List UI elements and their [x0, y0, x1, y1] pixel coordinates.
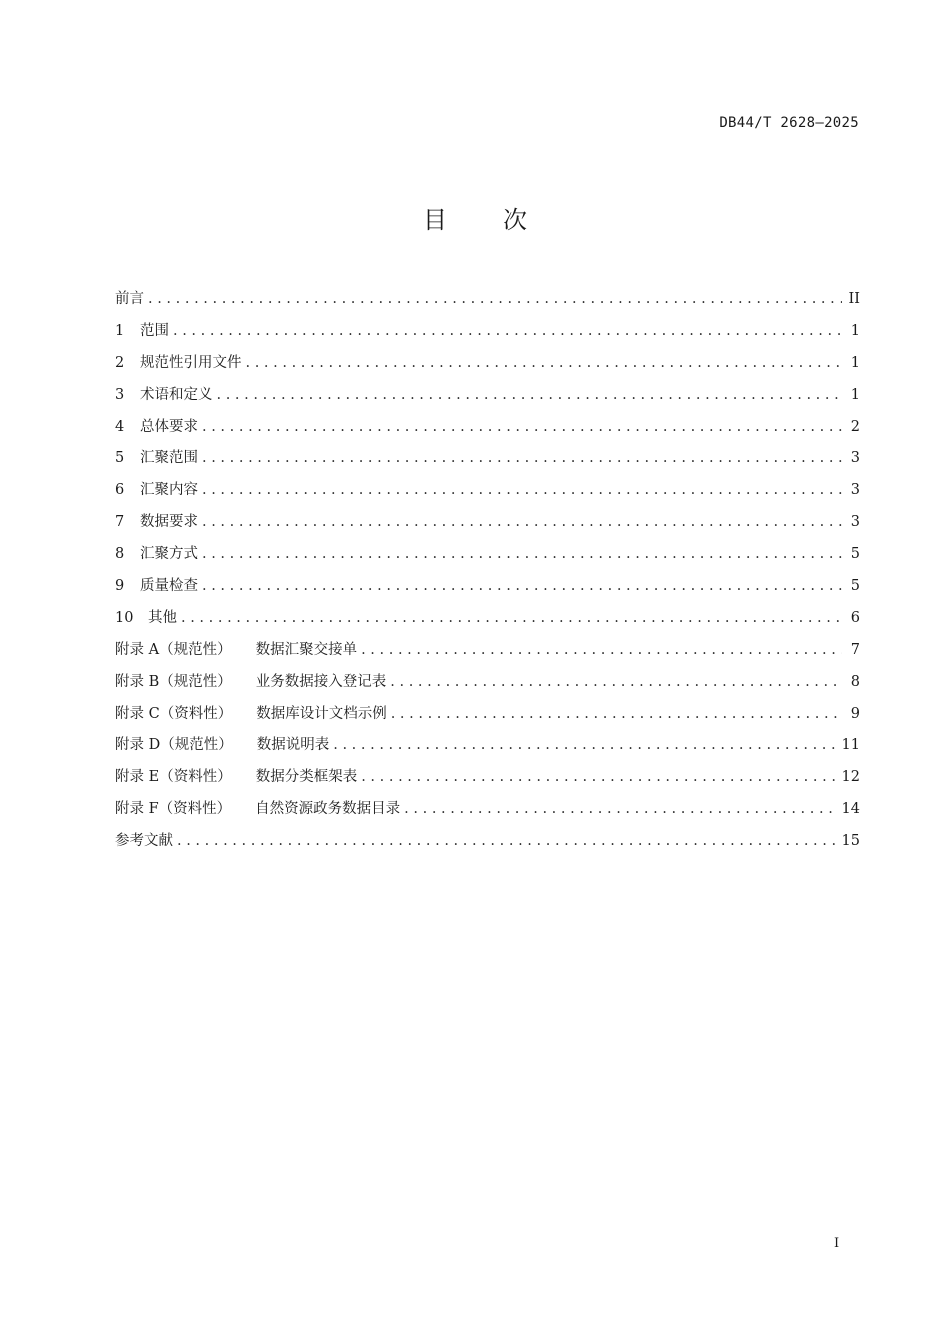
toc-appendix-prefix: 附录 A（规范性） [115, 641, 232, 658]
toc-label: 业务数据接入登记表 [255, 673, 387, 690]
toc-page-number: 14 [841, 801, 860, 818]
toc-appendix-prefix: 附录 B（规范性） [115, 673, 232, 690]
toc-entry-appendix-e[interactable] [115, 762, 860, 794]
toc-leader-dots [217, 380, 843, 412]
toc-appendix-prefix: 附录 F（资料性） [115, 801, 232, 818]
toc-leader-dots [390, 667, 842, 699]
toc-leader-dots [404, 794, 835, 826]
toc-appendix-prefix: 附录 C（资料性） [115, 705, 233, 722]
toc-label: 数据库设计文档示例 [256, 705, 387, 722]
toc-label: 自然资源政务数据目录 [255, 801, 401, 818]
toc-page-number: 1 [850, 322, 860, 339]
toc-entry-appendix-f[interactable] [115, 794, 860, 826]
toc-label: 汇聚内容 [140, 482, 198, 499]
table-of-contents [115, 284, 860, 858]
toc-page-number: 3 [850, 482, 860, 499]
toc-entry-2[interactable] [115, 348, 860, 380]
toc-entry-10[interactable] [115, 603, 860, 635]
toc-page-number: 8 [850, 673, 860, 690]
toc-page-number: 9 [850, 705, 860, 722]
toc-entry-8[interactable] [115, 539, 860, 571]
toc-leader-dots [333, 730, 835, 762]
toc-section-number: 2 [115, 354, 125, 371]
toc-page-number: 7 [850, 641, 860, 658]
toc-label: 数据分类框架表 [255, 769, 358, 786]
toc-leader-dots [148, 284, 842, 316]
toc-section-number: 6 [115, 482, 125, 499]
toc-leader-dots [202, 539, 842, 571]
toc-page-number: 2 [850, 418, 860, 435]
toc-page-number: 6 [850, 609, 860, 626]
toc-leader-dots [181, 603, 842, 635]
toc-label: 数据说明表 [256, 737, 330, 754]
toc-label: 范围 [140, 322, 169, 339]
toc-entry-references[interactable] [115, 826, 860, 858]
toc-page-number: 11 [841, 737, 860, 754]
toc-label: 汇聚方式 [140, 546, 198, 563]
toc-page-number: 3 [850, 450, 860, 467]
toc-leader-dots [177, 826, 836, 858]
toc-leader-dots [202, 507, 842, 539]
toc-entry-appendix-b[interactable] [115, 667, 860, 699]
toc-leader-dots [246, 348, 843, 380]
toc-leader-dots [202, 571, 842, 603]
toc-section-number: 4 [115, 418, 125, 435]
toc-leader-dots [391, 699, 842, 731]
toc-entry-foreword[interactable] [115, 284, 860, 316]
toc-leader-dots [202, 412, 842, 444]
toc-entry-appendix-d[interactable] [115, 730, 860, 762]
toc-page-number: 1 [850, 354, 860, 371]
toc-entry-appendix-a[interactable] [115, 635, 860, 667]
document-code: DB44/T 2628—2025 [719, 115, 859, 131]
toc-appendix-prefix: 附录 D（规范性） [115, 737, 233, 754]
toc-label: 参考文献 [115, 833, 173, 850]
toc-entry-9[interactable] [115, 571, 860, 603]
toc-leader-dots [202, 443, 842, 475]
toc-page-number: 1 [850, 386, 860, 403]
toc-section-number: 5 [115, 450, 125, 467]
toc-section-number: 7 [115, 514, 125, 531]
toc-section-number: 10 [115, 609, 134, 626]
toc-page-number: 12 [841, 769, 860, 786]
toc-entry-4[interactable] [115, 412, 860, 444]
toc-entry-7[interactable] [115, 507, 860, 539]
toc-entry-1[interactable] [115, 316, 860, 348]
toc-section-number: 1 [115, 322, 125, 339]
toc-entry-appendix-c[interactable] [115, 699, 860, 731]
toc-leader-dots [202, 475, 842, 507]
toc-leader-dots [361, 762, 835, 794]
toc-leader-dots [173, 316, 842, 348]
toc-section-number: 9 [115, 578, 125, 595]
toc-page-number: 15 [841, 833, 860, 850]
toc-label: 质量检查 [140, 578, 198, 595]
toc-label: 汇聚范围 [140, 450, 198, 467]
toc-leader-dots [361, 635, 842, 667]
toc-entry-6[interactable] [115, 475, 860, 507]
toc-section-number: 8 [115, 546, 125, 563]
toc-page-number: 5 [850, 578, 860, 595]
toc-label: 数据要求 [140, 514, 198, 531]
toc-page-number: II [848, 291, 860, 307]
toc-label: 其他 [148, 609, 177, 626]
toc-label: 前言 [115, 291, 144, 307]
toc-label: 总体要求 [140, 418, 198, 435]
page-number: I [834, 1236, 840, 1251]
toc-page-number: 5 [850, 546, 860, 563]
toc-entry-5[interactable] [115, 443, 860, 475]
toc-label: 数据汇聚交接单 [255, 641, 358, 658]
toc-section-number: 3 [115, 386, 125, 403]
page-title: 目次 [423, 206, 583, 234]
toc-entry-3[interactable] [115, 380, 860, 412]
toc-appendix-prefix: 附录 E（资料性） [115, 769, 232, 786]
toc-label: 术语和定义 [140, 386, 213, 403]
toc-label: 规范性引用文件 [140, 354, 242, 371]
toc-page-number: 3 [850, 514, 860, 531]
